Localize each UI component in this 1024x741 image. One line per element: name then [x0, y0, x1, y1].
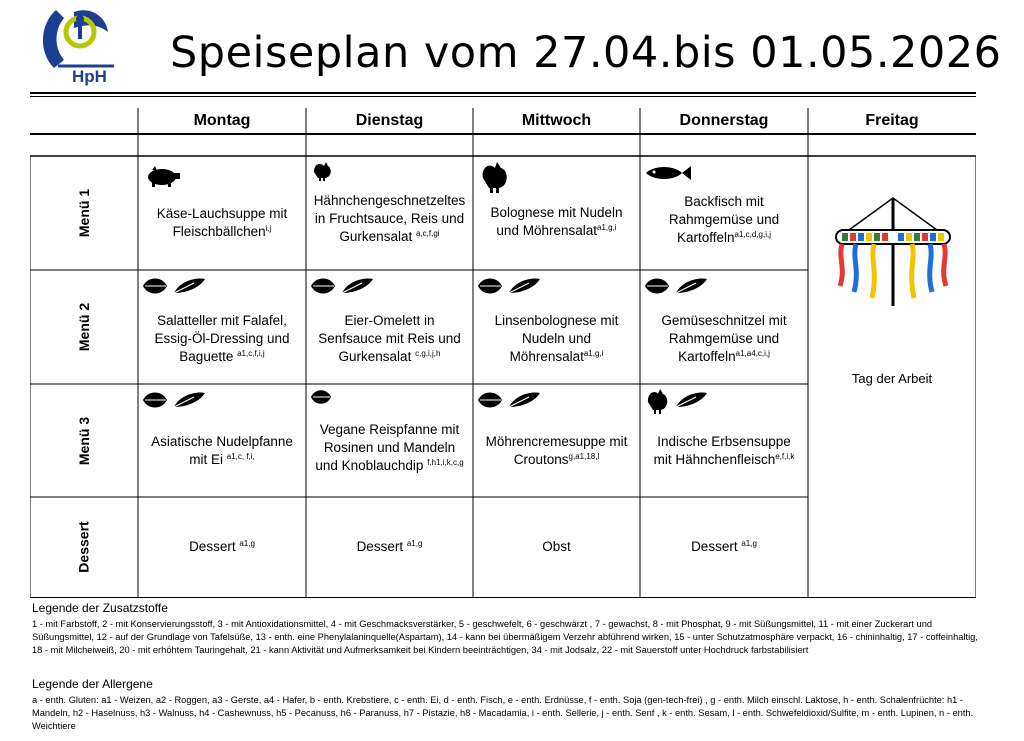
maypole-icon	[830, 196, 956, 308]
menu1-thursday: Backfisch mit Rahmgemüse und Kartoffeln$^{a1,c,d,g,i,j}$	[668, 194, 780, 245]
leaf-icon	[310, 276, 336, 296]
day-header-friday: Freitag	[865, 112, 919, 129]
menu3-wednesday: Möhrencremesuppe mit Croutons$^{g,a1,18,l}$	[485, 433, 628, 467]
menu2-wednesday: Linsenbolognese mit Nudeln und Möhrensalat$^{a1,g,i}$	[494, 313, 619, 364]
logo-text: HpH	[72, 67, 107, 86]
leaf-icon	[477, 276, 503, 296]
day-header-wednesday: Mittwoch	[521, 112, 592, 129]
day-header-tuesday: Dienstag	[355, 112, 424, 129]
day-header-thursday: Donnerstag	[679, 112, 769, 129]
menu1-monday: Käse-Lauchsuppe mit Fleischbällchen$^{i,j}$	[156, 206, 288, 239]
diet-icons	[142, 276, 206, 296]
leaf-icon	[644, 276, 670, 296]
dessert-thursday: Dessert $^{a1,g}$	[691, 539, 757, 554]
feather-icon	[340, 277, 374, 295]
menu3-thursday: Indische Erbsensuppe mit Hähnchenfleisch$^{e,f,i,k}$	[653, 433, 795, 467]
page-title: Speiseplan vom 27.04.bis 01.05.2026	[170, 28, 1002, 78]
allergens-legend-title: Legende der Allergene	[32, 677, 153, 691]
diet-icons	[310, 276, 374, 296]
leaf-icon	[142, 276, 168, 296]
menu2-tuesday: Eier-Omelett in Senfsauce mit Reis und Gurkensalat $^{c,g,i,j,h}$	[318, 313, 461, 364]
dessert-monday: Dessert $^{a1,g}$	[189, 539, 255, 554]
allergens-legend-text: a - enth. Gluten: a1 - Weizen, a2 - Roggen, a3 - Gerste, a4 - Hafer, b - enth. Krebstiere, c - enth. Ei, d - enth. Fisch, e - enth. Erdnüsse, f - enth. Soja (gen-tech-frei) , g - enth. Milch einschl. Laktose, h - enth. Schalenfrüchte: h1 - Mandeln, h2 - Haselnuss, h3 - Walnuss, h4 - Cashewnuss, h5 - Pecanuss, h6 - Paranuss, h7 - Pistazie, h8 - Macadamia, i - enth. Sellerie, j - enth. Senf , k - enth. Sesam, l - enth. Schwefeldioxid/Sulfite, m - enth. Lupinen, n - enth. Weichtiere	[32, 695, 974, 731]
menu2-monday: Salatteller mit Falafel, Essig-Öl-Dressing und Baguette $^{a1,c,f,i,j}$	[154, 313, 290, 364]
feather-icon	[507, 277, 541, 295]
row-label-dessert: Dessert	[76, 521, 92, 573]
additives-legend-text: 1 - mit Farbstoff, 2 - mit Konservierungsstoff, 3 - mit Antioxidationsmittel, 4 - mit Geschmacksverstärker, 5 - geschwefelt, 6 - geschwärzt , 7 - gewachst, 8 - mit Phosphat, 9 - mit Süßungsmittel, 11 - mit einer Zuckerart und Süßungsmittel, 12 - auf der Grundlage von Tafelsüße, 13 - enth. eine Phenylalaninquelle(Aspartam), 14 - kann bei übermäßigem Verzehr abführend wirken, 15 - unter Schutzatmosphäre verpackt, 16 - chininhaltig, 17 - coffeinhaltig, 18 - mit Milcheiweiß, 20 - mit erhöhtem Tauringehalt, 21 - kann Aktivität und Aufmerksamkeit bei Kindern beeinträchtigen, 34 - mit Jodsalz, 22 - mit Sauerstoff unter Hochdruck farbstabilisiert	[32, 619, 978, 655]
menu3-monday: Asiatische Nudelpfanne mit Ei $^{a1,c, f,i,}$	[151, 433, 293, 467]
additives-legend-title: Legende der Zusatzstoffe	[32, 601, 168, 615]
diet-icons	[477, 276, 541, 296]
dessert-tuesday: Dessert $^{a1,g}$	[356, 539, 423, 554]
title-rule	[30, 92, 976, 94]
feather-icon	[674, 277, 708, 295]
hph-logo	[34, 2, 126, 86]
menu2-thursday: Gemüseschnitzel mit Rahmgemüse und Kartoffeln$^{a1,a4,c,i,j}$	[661, 313, 787, 364]
row-label-menu-2: Menü 2	[75, 302, 92, 352]
day-header-monday: Montag	[193, 112, 251, 129]
friday-holiday-text: Tag der Arbeit	[851, 370, 933, 386]
menu1-wednesday: Bolognese mit Nudeln und Möhrensalat$^{a1,g,i}$	[490, 205, 623, 238]
dessert-wednesday: Obst	[542, 539, 571, 554]
title-rule-thin	[30, 96, 976, 97]
feather-icon	[172, 277, 206, 295]
row-label-menu-3: Menü 3	[75, 416, 92, 465]
menu1-tuesday: Hähnchengeschnetzeltes in Fruchtsauce, Reis und Gurkensalat $^{a,c,f,gi}$	[313, 193, 466, 244]
diet-icons	[644, 276, 708, 296]
menu3-tuesday: Vegane Reispfanne mit Rosinen und Mandeln und Knoblauchdip $^{f,h1,i,k,c,g}$	[315, 421, 464, 473]
row-label-menu-1: Menü 1	[75, 188, 92, 238]
menu-table	[30, 108, 976, 598]
